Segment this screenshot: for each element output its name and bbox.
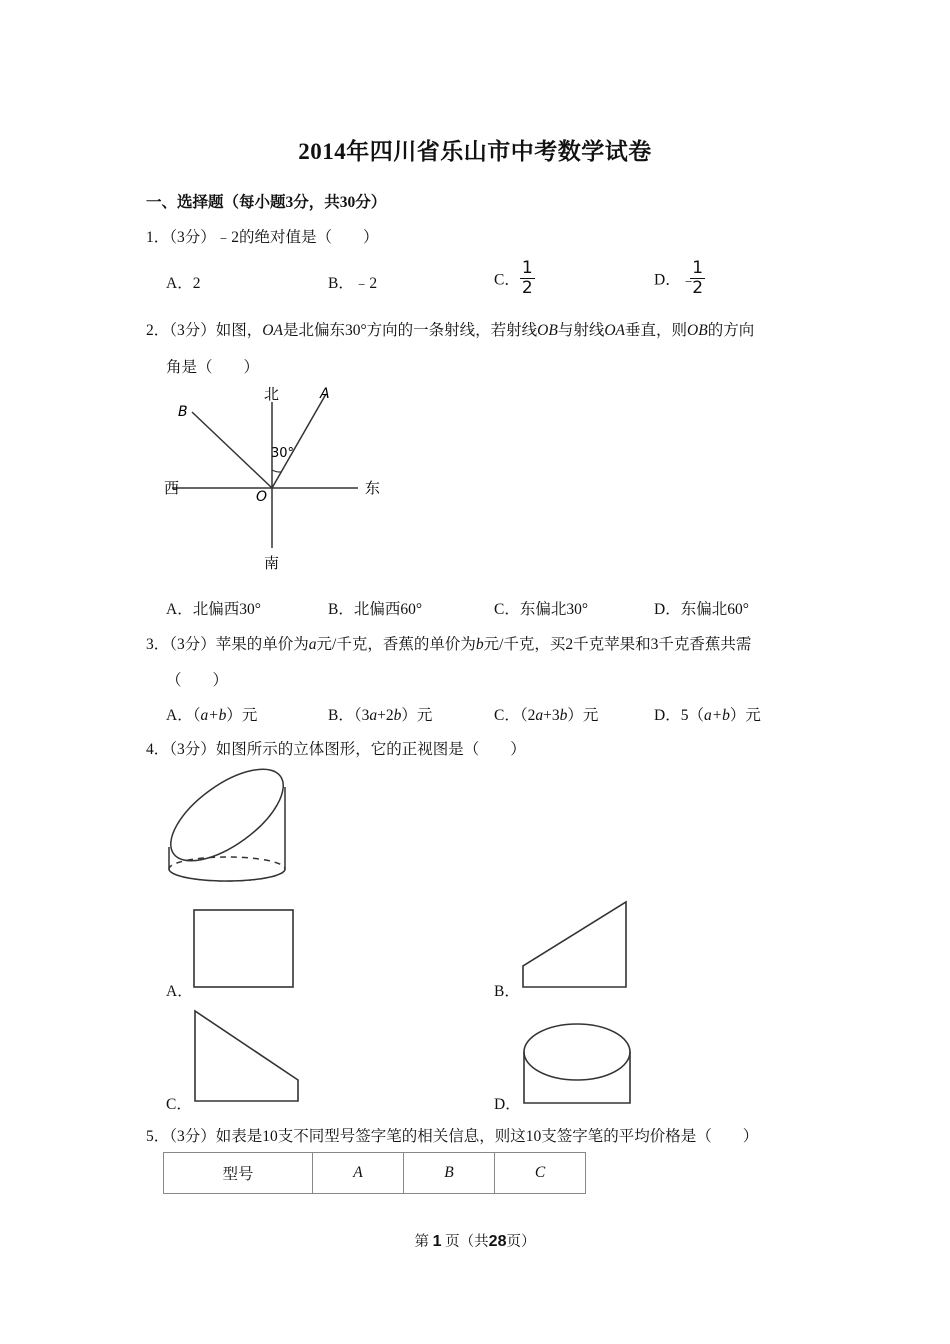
q1-stem: 1．（3分）﹣2的绝对值是（ ） (146, 229, 379, 246)
q4-option-d-label: D． (494, 1096, 521, 1113)
q3-b-text: ）元 (401, 707, 433, 724)
q3-stem-line1 (146, 632, 751, 654)
q4-option-b-figure (520, 900, 630, 990)
section-heading: 一、选择题（每小题3分，共30分） (146, 194, 387, 211)
q3-text: 元/千克，买2千克苹果和3千克香蕉共需 (483, 636, 752, 653)
solid-bottom-front (169, 869, 285, 881)
q3-a-text: ）元 (226, 707, 258, 724)
q3-d-expr: a+b (703, 707, 730, 724)
page-footer (0, 1230, 950, 1251)
q2-var: OA (604, 322, 625, 339)
q3-var: b (475, 636, 484, 653)
q3-d-text: D．5（ (654, 707, 704, 724)
q3-b-text: B．（3 (328, 707, 370, 724)
q2-option-b: B．北偏西60° (328, 601, 423, 618)
q4-option-d-figure (520, 1020, 635, 1106)
rectangle-base (524, 1052, 630, 1103)
q2-text: 垂直，则 (625, 322, 688, 339)
q2-option-d: D．东偏北60° (654, 601, 749, 618)
point-b-label: B (178, 404, 188, 420)
q2-option-c: C．东偏北30° (494, 601, 589, 618)
q2-option-a: A．北偏西30° (166, 601, 261, 618)
q2-compass-figure (160, 380, 390, 575)
q1-option-c-fraction (520, 260, 535, 297)
q3-stem-line2: （ ） (166, 672, 229, 689)
q4-option-c-label: C． (166, 1096, 192, 1113)
q1-option-a: A．2 (166, 275, 201, 292)
table-row (164, 1153, 586, 1194)
total-pages: 28 (488, 1233, 507, 1250)
q4-option-b-label: B． (494, 983, 520, 1000)
footer-text: 页（共 (445, 1234, 489, 1250)
footer-text: 页） (506, 1234, 536, 1250)
table-header-cell: A (313, 1153, 404, 1194)
q3-a-text: A．（ (166, 707, 201, 724)
q3-b-var: a (369, 707, 378, 724)
point-a-label: A (320, 386, 330, 402)
north-label: 北 (264, 385, 280, 403)
q5-table (163, 1152, 586, 1194)
ray-oa (272, 394, 326, 488)
q2-var: OA (262, 322, 283, 339)
table-header-cell: 型号 (164, 1153, 313, 1194)
q2-var: OB (687, 322, 708, 339)
footer-text: 第 (414, 1234, 430, 1250)
q2-text: 与射线 (557, 322, 605, 339)
south-label: 南 (264, 554, 280, 572)
q4-option-c-figure (192, 1008, 302, 1104)
west-label: 西 (164, 479, 180, 497)
page-number: 1 (432, 1233, 442, 1250)
trapezoid-shape (523, 902, 626, 987)
q3-c-var: a (535, 707, 544, 724)
q2-text: 2．（3分）如图， (146, 322, 263, 339)
table-header-cell: B (404, 1153, 495, 1194)
q1-option-b: B．﹣2 (328, 275, 378, 292)
q4-option-a-figure (192, 908, 296, 990)
q2-stem-line1 (146, 318, 754, 340)
q3-c-var: b (559, 707, 568, 724)
q3-d-text: ）元 (729, 707, 761, 724)
q3-a-expr: a+b (200, 707, 227, 724)
q4-stem: 4．（3分）如图所示的立体图形，它的正视图是（ ） (146, 741, 526, 758)
q5-stem: 5．（3分）如表是10支不同型号签字笔的相关信息，则这10支签字笔的平均价格是（ ） (146, 1128, 759, 1145)
q3-var: a (308, 636, 317, 653)
q3-text: 元/千克，香蕉的单价为 (316, 636, 476, 653)
square-shape (194, 910, 293, 987)
q3-c-text: ）元 (567, 707, 599, 724)
q3-b-text: +2 (377, 707, 394, 724)
q3-option-c (494, 703, 598, 725)
q4-solid-figure (160, 765, 295, 885)
q2-var: OB (537, 322, 558, 339)
q3-text: 3．（3分）苹果的单价为 (146, 636, 309, 653)
q3-option-a (166, 703, 257, 725)
trapezoid-shape (195, 1011, 298, 1101)
q2-stem-line2: 角是（ ） (166, 359, 260, 376)
page-title: 2014年四川省乐山市中考数学试卷 (298, 139, 652, 164)
q1-option-d-fraction (690, 260, 705, 297)
ellipse-shape (524, 1024, 630, 1080)
q3-option-d (654, 703, 761, 725)
ray-ob (192, 412, 272, 488)
angle-label: 30° (271, 446, 295, 461)
q1-option-c-numerator: 1 (521, 258, 533, 278)
q1-option-c (494, 260, 535, 297)
q1-option-d-numerator: 1 (692, 258, 704, 278)
q2-text: 是北偏东30°方向的一条射线，若射线 (282, 322, 538, 339)
q3-c-text: +3 (543, 707, 560, 724)
point-o-label: O (256, 489, 268, 505)
solid-slanted-top (160, 765, 295, 878)
east-label: 东 (365, 479, 381, 497)
q1-option-d-denominator: 2 (692, 278, 704, 298)
q3-c-text: C．（2 (494, 707, 536, 724)
q1-option-d-sign: ﹣ (680, 271, 697, 289)
q3-b-var: b (393, 707, 402, 724)
q1-option-d-label: D． (654, 271, 681, 289)
angle-arc (272, 470, 281, 472)
q3-option-b (328, 703, 432, 725)
q1-option-c-label: C． (494, 271, 520, 289)
q1-option-c-denominator: 2 (521, 278, 533, 298)
q4-option-a-label: A． (166, 983, 193, 1000)
table-header-cell: C (495, 1153, 586, 1194)
q1-option-d (654, 260, 705, 297)
q2-text: 的方向 (707, 322, 755, 339)
